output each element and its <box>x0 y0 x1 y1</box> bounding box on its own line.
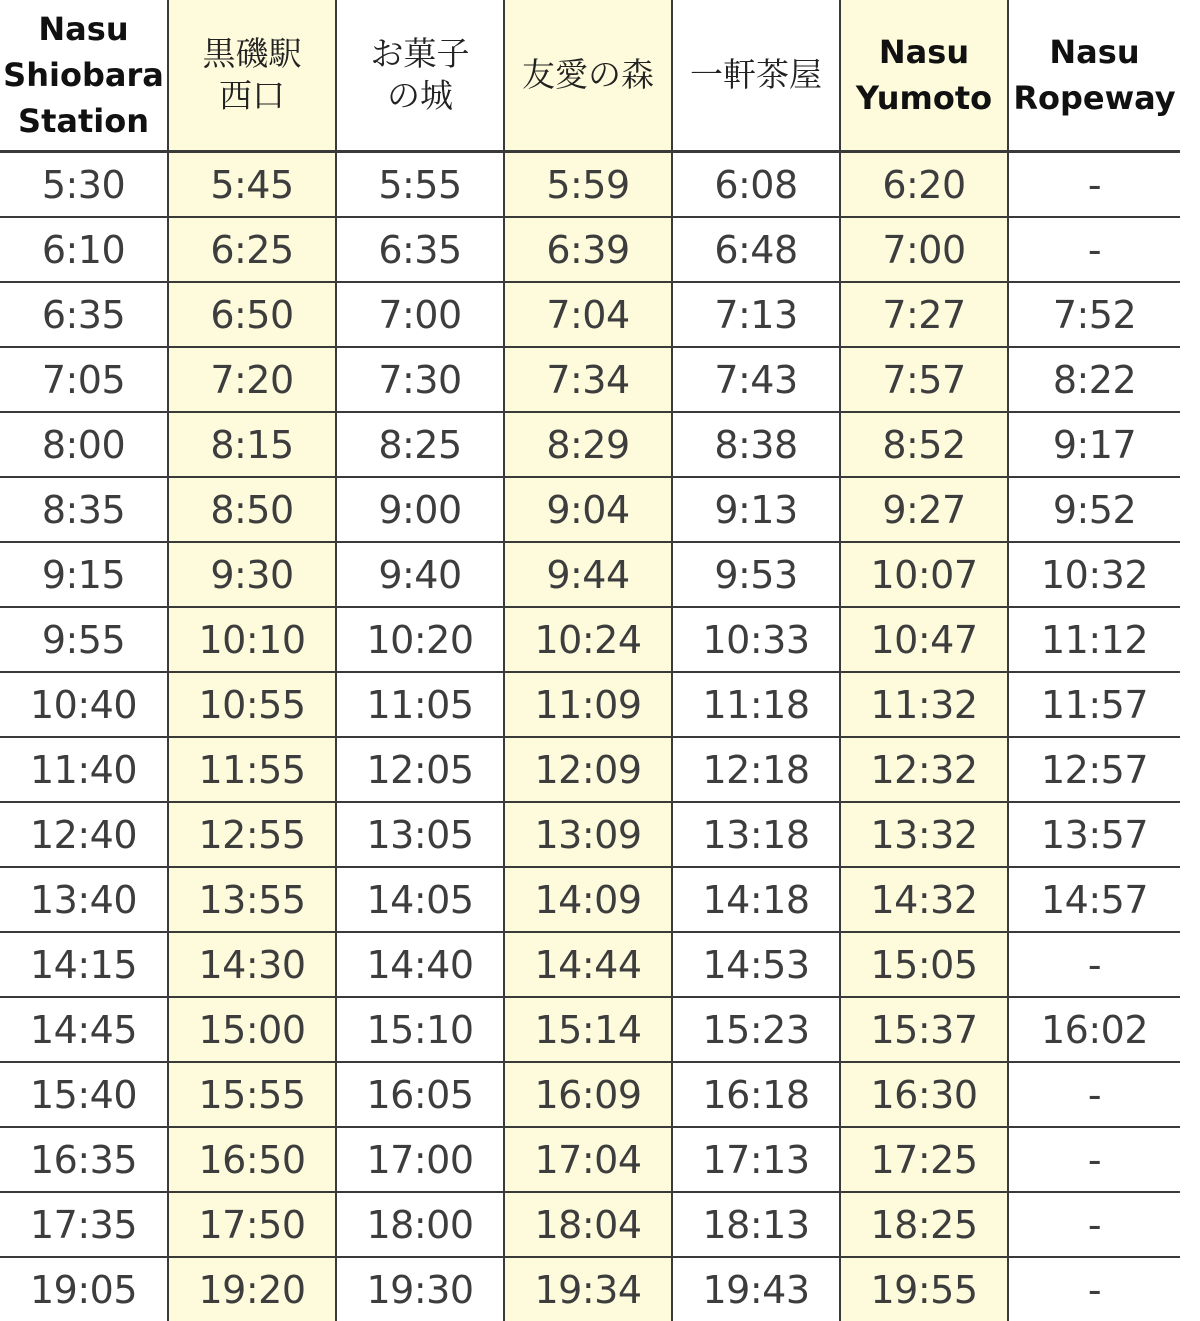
table-row <box>0 1127 1180 1192</box>
time-cell: 14:44 <box>504 932 672 997</box>
time-cell: 7:57 <box>840 347 1008 412</box>
table-row <box>0 802 1180 867</box>
time-cell: 19:34 <box>504 1257 672 1321</box>
time-cell: - <box>1008 217 1180 282</box>
time-cell: - <box>1008 932 1180 997</box>
time-cell: 6:48 <box>672 217 840 282</box>
column-header-1: 黒磯駅 西口 <box>168 0 336 152</box>
time-cell: 6:35 <box>336 217 504 282</box>
time-cell: 16:50 <box>168 1127 336 1192</box>
header-row <box>0 0 1180 152</box>
time-cell: 5:45 <box>168 152 336 218</box>
time-cell: 9:55 <box>0 607 168 672</box>
column-header-0: Nasu Shiobara Station <box>0 0 168 152</box>
time-cell: 9:52 <box>1008 477 1180 542</box>
time-cell: 6:39 <box>504 217 672 282</box>
time-cell: 9:17 <box>1008 412 1180 477</box>
time-cell: 18:00 <box>336 1192 504 1257</box>
time-cell: 12:18 <box>672 737 840 802</box>
time-cell: 19:05 <box>0 1257 168 1321</box>
time-cell: 16:35 <box>0 1127 168 1192</box>
time-cell: 12:09 <box>504 737 672 802</box>
time-cell: 18:13 <box>672 1192 840 1257</box>
time-cell: 7:52 <box>1008 282 1180 347</box>
time-cell: 5:59 <box>504 152 672 218</box>
time-cell: 9:44 <box>504 542 672 607</box>
table-row <box>0 997 1180 1062</box>
column-header-4: 一軒茶屋 <box>672 0 840 152</box>
column-header-3: 友愛の森 <box>504 0 672 152</box>
time-cell: 8:15 <box>168 412 336 477</box>
time-cell: 7:13 <box>672 282 840 347</box>
time-cell: 7:34 <box>504 347 672 412</box>
time-cell: 14:53 <box>672 932 840 997</box>
table-row <box>0 347 1180 412</box>
time-cell: 7:00 <box>840 217 1008 282</box>
column-header-2: お菓子 の城 <box>336 0 504 152</box>
time-cell: 15:37 <box>840 997 1008 1062</box>
time-cell: 14:05 <box>336 867 504 932</box>
time-cell: 8:50 <box>168 477 336 542</box>
time-cell: 15:00 <box>168 997 336 1062</box>
time-cell: 15:23 <box>672 997 840 1062</box>
time-cell: 9:13 <box>672 477 840 542</box>
time-cell: 10:10 <box>168 607 336 672</box>
time-cell: 5:30 <box>0 152 168 218</box>
time-cell: 5:55 <box>336 152 504 218</box>
time-cell: - <box>1008 1192 1180 1257</box>
time-cell: 10:33 <box>672 607 840 672</box>
time-cell: 15:40 <box>0 1062 168 1127</box>
time-cell: 19:43 <box>672 1257 840 1321</box>
time-cell: 8:25 <box>336 412 504 477</box>
time-cell: 11:09 <box>504 672 672 737</box>
time-cell: 6:20 <box>840 152 1008 218</box>
time-cell: 10:47 <box>840 607 1008 672</box>
time-cell: 16:18 <box>672 1062 840 1127</box>
time-cell: 7:43 <box>672 347 840 412</box>
time-cell: 11:12 <box>1008 607 1180 672</box>
time-cell: 11:18 <box>672 672 840 737</box>
time-cell: 7:20 <box>168 347 336 412</box>
time-cell: 17:13 <box>672 1127 840 1192</box>
time-cell: 13:40 <box>0 867 168 932</box>
time-cell: 14:40 <box>336 932 504 997</box>
time-cell: 14:45 <box>0 997 168 1062</box>
table-row <box>0 672 1180 737</box>
time-cell: 7:04 <box>504 282 672 347</box>
time-cell: 9:53 <box>672 542 840 607</box>
time-cell: 16:09 <box>504 1062 672 1127</box>
time-cell: 10:40 <box>0 672 168 737</box>
time-cell: 12:05 <box>336 737 504 802</box>
table-row <box>0 1257 1180 1321</box>
time-cell: 15:55 <box>168 1062 336 1127</box>
time-cell: 13:05 <box>336 802 504 867</box>
table-row <box>0 282 1180 347</box>
time-cell: 16:30 <box>840 1062 1008 1127</box>
table-row <box>0 932 1180 997</box>
table-row <box>0 152 1180 218</box>
time-cell: 10:24 <box>504 607 672 672</box>
time-cell: 10:07 <box>840 542 1008 607</box>
time-cell: 18:04 <box>504 1192 672 1257</box>
time-cell: 14:15 <box>0 932 168 997</box>
time-cell: 8:29 <box>504 412 672 477</box>
time-cell: 17:00 <box>336 1127 504 1192</box>
time-cell: 19:55 <box>840 1257 1008 1321</box>
time-cell: 13:55 <box>168 867 336 932</box>
column-header-6: Nasu Ropeway <box>1008 0 1180 152</box>
time-cell: 14:30 <box>168 932 336 997</box>
time-cell: 11:57 <box>1008 672 1180 737</box>
time-cell: 13:09 <box>504 802 672 867</box>
time-cell: 13:18 <box>672 802 840 867</box>
time-cell: 11:40 <box>0 737 168 802</box>
time-cell: 17:50 <box>168 1192 336 1257</box>
table-row <box>0 737 1180 802</box>
time-cell: 6:08 <box>672 152 840 218</box>
table-row <box>0 607 1180 672</box>
time-cell: 7:00 <box>336 282 504 347</box>
time-cell: 16:02 <box>1008 997 1180 1062</box>
time-cell: 19:20 <box>168 1257 336 1321</box>
table-row <box>0 867 1180 932</box>
time-cell: 8:52 <box>840 412 1008 477</box>
time-cell: 9:00 <box>336 477 504 542</box>
time-cell: 14:09 <box>504 867 672 932</box>
time-cell: 12:40 <box>0 802 168 867</box>
table-row <box>0 1192 1180 1257</box>
time-cell: 13:57 <box>1008 802 1180 867</box>
time-cell: 6:35 <box>0 282 168 347</box>
time-cell: 14:32 <box>840 867 1008 932</box>
time-cell: - <box>1008 1127 1180 1192</box>
time-cell: 12:55 <box>168 802 336 867</box>
time-cell: 11:55 <box>168 737 336 802</box>
time-cell: 9:04 <box>504 477 672 542</box>
time-cell: 14:57 <box>1008 867 1180 932</box>
time-cell: 8:35 <box>0 477 168 542</box>
time-cell: 15:10 <box>336 997 504 1062</box>
time-cell: 6:25 <box>168 217 336 282</box>
time-cell: 10:20 <box>336 607 504 672</box>
time-cell: 10:32 <box>1008 542 1180 607</box>
time-cell: 8:22 <box>1008 347 1180 412</box>
time-cell: 10:55 <box>168 672 336 737</box>
timetable-body <box>0 152 1180 1321</box>
table-row <box>0 217 1180 282</box>
time-cell: 9:30 <box>168 542 336 607</box>
timetable-header <box>0 0 1180 152</box>
time-cell: 8:38 <box>672 412 840 477</box>
time-cell: 14:18 <box>672 867 840 932</box>
time-cell: 8:00 <box>0 412 168 477</box>
table-row <box>0 1062 1180 1127</box>
time-cell: 15:05 <box>840 932 1008 997</box>
time-cell: 19:30 <box>336 1257 504 1321</box>
time-cell: 9:40 <box>336 542 504 607</box>
time-cell: 11:05 <box>336 672 504 737</box>
time-cell: 9:27 <box>840 477 1008 542</box>
table-row <box>0 412 1180 477</box>
time-cell: 7:27 <box>840 282 1008 347</box>
time-cell: 17:35 <box>0 1192 168 1257</box>
time-cell: 7:30 <box>336 347 504 412</box>
time-cell: 12:57 <box>1008 737 1180 802</box>
time-cell: 17:04 <box>504 1127 672 1192</box>
time-cell: - <box>1008 152 1180 218</box>
time-cell: - <box>1008 1062 1180 1127</box>
time-cell: 15:14 <box>504 997 672 1062</box>
table-row <box>0 477 1180 542</box>
time-cell: 11:32 <box>840 672 1008 737</box>
time-cell: 7:05 <box>0 347 168 412</box>
table-row <box>0 542 1180 607</box>
time-cell: 12:32 <box>840 737 1008 802</box>
time-cell: 13:32 <box>840 802 1008 867</box>
time-cell: 16:05 <box>336 1062 504 1127</box>
time-cell: - <box>1008 1257 1180 1321</box>
time-cell: 6:10 <box>0 217 168 282</box>
time-cell: 17:25 <box>840 1127 1008 1192</box>
time-cell: 6:50 <box>168 282 336 347</box>
column-header-5: Nasu Yumoto <box>840 0 1008 152</box>
time-cell: 18:25 <box>840 1192 1008 1257</box>
time-cell: 9:15 <box>0 542 168 607</box>
